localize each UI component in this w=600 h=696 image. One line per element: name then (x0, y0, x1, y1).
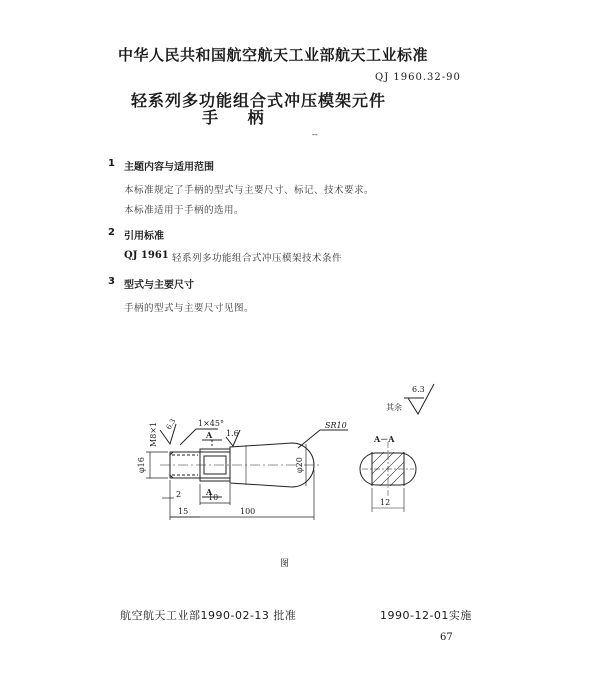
section-3-paragraph-1: 手柄的型式与主要尺寸见图。 (124, 303, 255, 314)
chamfer-leader (180, 429, 218, 445)
dia-body-label: φ20 (295, 457, 304, 473)
chamfer-label: 1×45° (198, 419, 224, 428)
dia-left-label: φ16 (137, 457, 146, 473)
standard-code: QJ 1960.32-90 (375, 72, 461, 83)
section-1-title: 主题内容与适用范围 (124, 162, 214, 173)
implementation-date: 1990-12-01实施 (380, 609, 472, 622)
section-2-number: 2 (108, 227, 115, 238)
page-number: 67 (440, 632, 453, 643)
section-mark-a-bottom: A (206, 487, 213, 497)
document-subtitle: 手 柄 (202, 108, 265, 127)
section-mark-a-top: A (206, 430, 213, 440)
dim-2-label: 2 (176, 490, 182, 499)
section-3-number: 3 (108, 276, 115, 287)
section-2-title: 引用标准 (124, 231, 164, 242)
thread-label: M8×1 (149, 421, 158, 447)
dim-100-label: 100 (240, 507, 256, 516)
title-separator: ‐‐ (312, 130, 318, 139)
document-title: 轻系列多功能组合式冲压模架元件 (131, 91, 387, 110)
approval-date: 航空航天工业部1990-02-13 批准 (120, 609, 297, 622)
sphere-leader (298, 430, 348, 448)
reference-title: 轻系列多功能组合式冲压模架技术条件 (172, 253, 343, 264)
dim-10-label: 10 (208, 493, 219, 502)
figure-caption: 图 (280, 559, 290, 569)
sphere-radius-label: SR10 (325, 421, 347, 430)
dim-15-label: 15 (178, 507, 189, 516)
left-roughness-value: 6.3 (164, 417, 178, 431)
dim-12-label: 12 (380, 498, 391, 507)
rest-label: 其余 (386, 403, 402, 412)
section-1-number: 1 (108, 158, 115, 169)
section-3-title: 型式与主要尺寸 (124, 280, 194, 291)
section-1-paragraph-1: 本标准规定了手柄的型式与主要尺寸、标记、技术要求。 (124, 185, 375, 196)
face-roughness-value: 1.6 (226, 429, 239, 438)
section-1-paragraph-2: 本标准适用于手柄的选用。 (124, 205, 245, 216)
issuing-authority: 中华人民共和国航空航天工业部航天工业标准 (118, 46, 429, 64)
section-view-label: A－A (374, 434, 395, 444)
rest-roughness-value: 6.3 (412, 385, 425, 394)
reference-code: QJ 1961 (124, 250, 169, 261)
